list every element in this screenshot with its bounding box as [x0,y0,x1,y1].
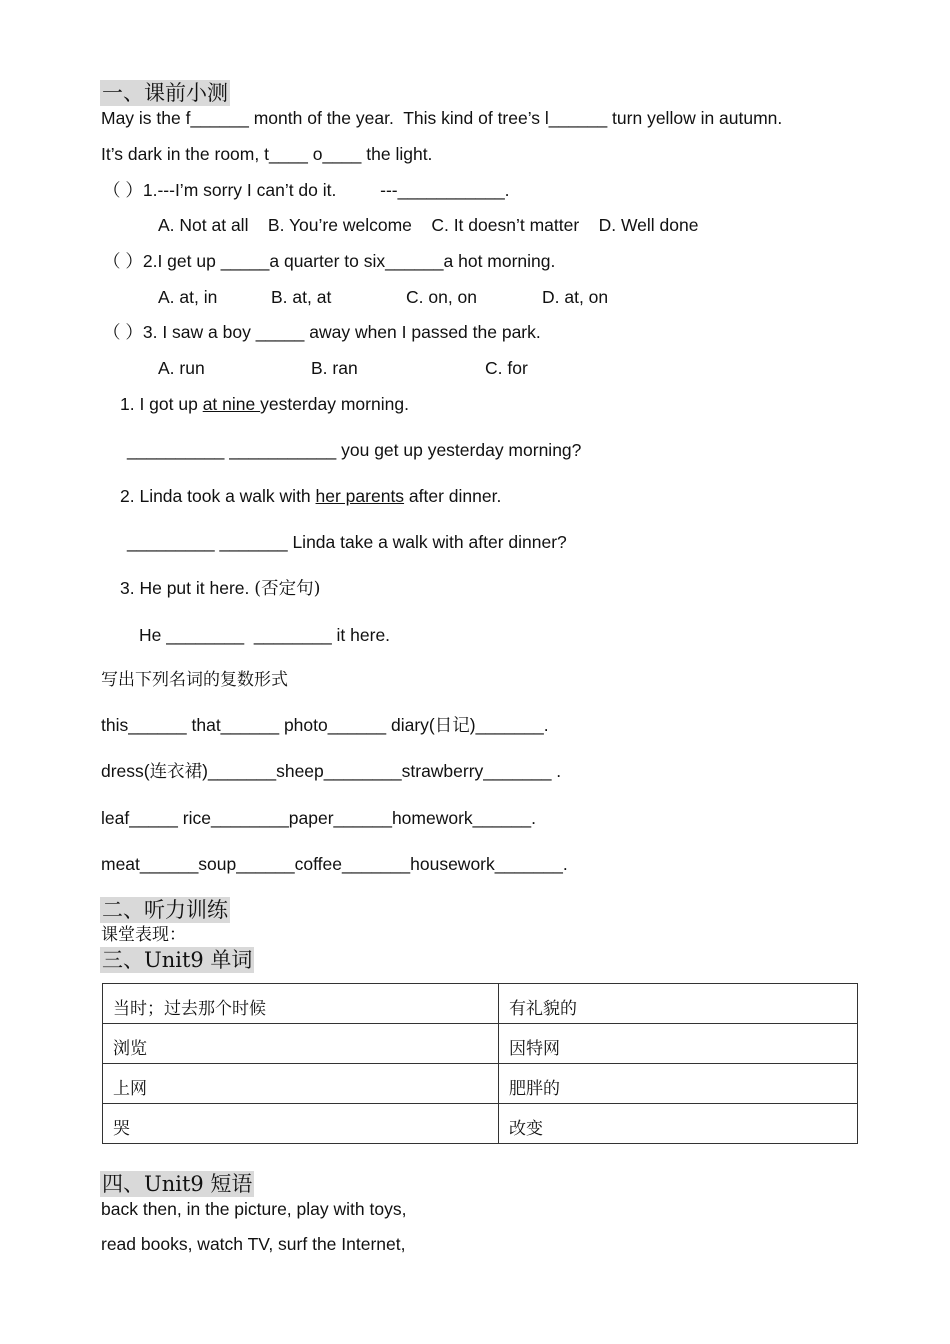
vocab-cell: 改变 [499,1104,858,1144]
rewrite-sentence-2: 2. Linda took a walk with her parents after dinner. [120,486,502,506]
vocab-cell: 上网 [103,1064,499,1104]
quiz-q2-option-b: B. at, at [271,287,332,307]
table-row [103,1024,858,1064]
quiz-question-3: （ ）3. I saw a boy _____ away when I passed the park. [103,322,541,342]
section-heading-unit9-phrases: 四、Unit9 短语 [102,1172,253,1196]
section-heading-pretest: 一、课前小测 [102,81,228,105]
vocab-cell: 肥胖的 [499,1064,858,1104]
table-row [103,984,858,1024]
quiz-q3-option-c: C. for [485,358,528,378]
quiz-line-2: It’s dark in the room, t____ o____ the light. [101,144,433,164]
table-row [103,1064,858,1104]
rewrite-answer-3: He ________ ________ it here. [139,625,391,645]
classroom-performance-label: 课堂表现： [101,925,186,945]
table-row [103,1104,858,1144]
rewrite-sentence-3: 3. He put it here. (否定句) [120,578,321,599]
vocab-cell: 哭 [103,1104,499,1144]
quiz-question-1: （ ）1.---I’m sorry I can’t do it. ---___________. [103,180,510,200]
vocab-cell: 有礼貌的 [499,984,858,1024]
section-heading-unit9-words: 三、Unit9 单词 [102,948,253,972]
vocab-cell: 浏览 [103,1024,499,1064]
vocab-cell: 当时；过去那个时候 [103,984,499,1024]
phrases-line-2: read books, watch TV, surf the Internet, [101,1234,406,1254]
quiz-q2-option-d: D. at, on [542,287,609,307]
vocab-table [102,983,858,1144]
phrases-line-1: back then, in the picture, play with toys, [101,1199,407,1219]
quiz-question-2: （ ）2.I get up _____a quarter to six______a hot morning. [103,251,556,271]
vocab-cell: 因特网 [499,1024,858,1064]
rewrite-sentence-1: 1. I got up at nine yesterday morning. [120,394,409,414]
quiz-q3-option-a: A. run [158,358,205,378]
plurals-row-2: dress(连衣裙)_______sheep________strawberry_______ . [101,761,562,782]
rewrite-answer-2: _________ _______ Linda take a walk with after dinner? [127,532,567,552]
quiz-question-1-options: A. Not at all B. You’re welcome C. It doesn’t matter D. Well done [158,215,699,235]
quiz-q3-option-b: B. ran [311,358,358,378]
quiz-q2-option-c: C. on, on [406,287,478,307]
plurals-row-1: this______ that______ photo______ diary(日记)_______. [101,715,549,736]
quiz-q2-option-a: A. at, in [158,287,218,307]
plurals-row-3: leaf_____ rice________paper______homework______. [101,808,536,828]
quiz-line-1: May is the f______ month of the year. This kind of tree’s l______ turn yellow in autumn. [101,108,783,128]
plurals-row-4: meat______soup______coffee_______housework_______. [101,854,568,874]
rewrite-answer-1: __________ ___________ you get up yesterday morning? [127,440,582,460]
plurals-heading: 写出下列名词的复数形式 [101,670,288,690]
section-heading-listening: 二、听力训练 [102,898,228,922]
